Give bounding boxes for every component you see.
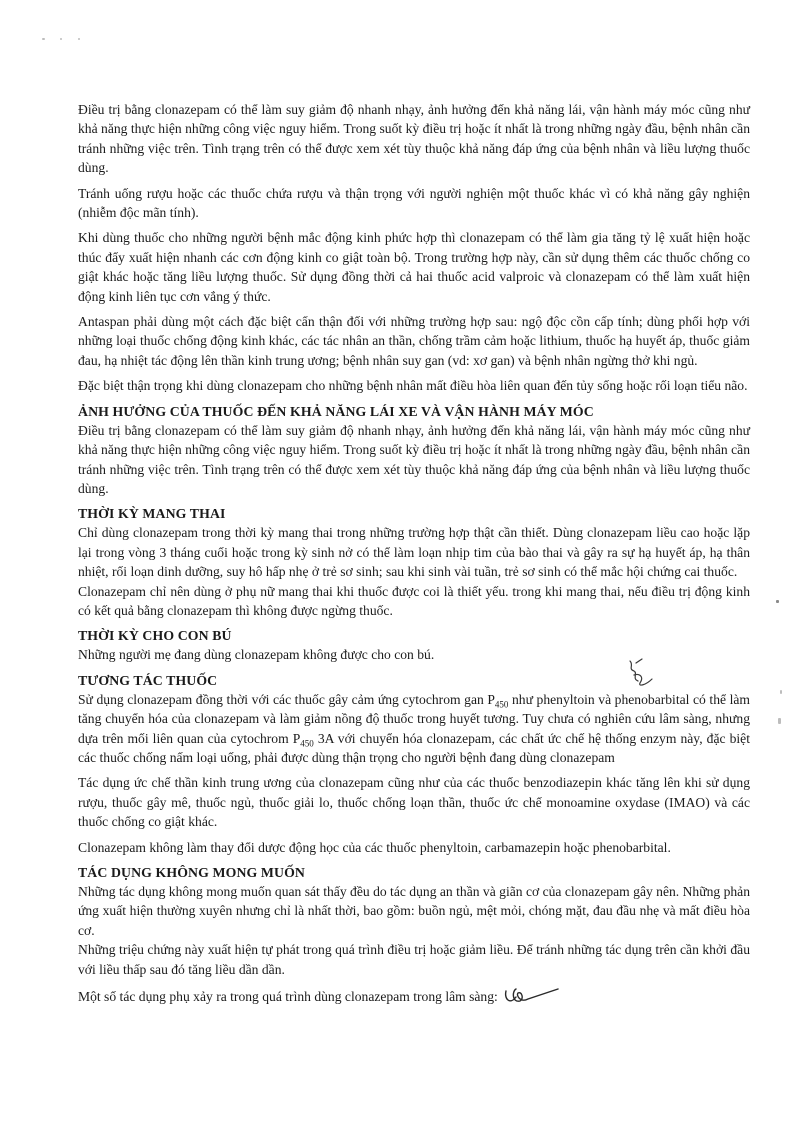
paragraph: Clonazepam không làm thay đổi dược động học của các thuốc phenyltoin, carbamazepin hoặc phenobarbital. [78,839,671,855]
section-heading-pregnancy: THỜI KỲ MANG THAI [78,506,226,522]
subscript: 450 [300,738,314,749]
paragraph: Những tác dụng không mong muốn quan sát thấy đều do tác dụng an thần và giãn cơ của clonazepam gây nên. Những phản ứng xuất hiện thường xuyên nhưng chỉ là nhất thời, bao gồm: buồn ngủ, mệt mỏi, chóng mặt, đau đầu nhẹ và mất điều hòa cơ. [78,884,750,938]
paragraph [78,690,750,768]
paragraph [78,985,750,1007]
scan-speck [780,690,782,694]
paragraph: Khi dùng thuốc cho những người bệnh mắc động kinh phức hợp thì clonazepam có thể làm gia tăng tỷ lệ xuất hiện hoặc thúc đẩy xuất hiện nhanh các cơn động kinh co giật toàn bộ. Trong trường hợp này, cần sử dụng thêm các thuốc chống co giật khác hoặc tăng liều lượng thuốc. Sử dụng đồng thời cả hai thuốc acid valproic và clonazepam có thể làm xuất hiện động kinh liên tục cơn vắng ý thức. [78,230,750,304]
scan-speck [42,38,45,40]
text-run: Sử dụng clonazepam đồng thời với các thuốc gây cảm ứng cytochrom gan P [78,691,495,707]
document-page [78,100,750,1013]
text-run: 3A với chuyển hóa clonazepam, các chất ức chế hệ thống enzym này, đặc biệt các thuốc chống nấm loại uống, phải được dùng thận trọng cho người bệnh đang dùng clonazepam [78,730,750,765]
section-heading-interactions: TƯƠNG TÁC THUỐC [78,672,218,688]
paragraph: Điều trị bằng clonazepam có thể làm suy giảm độ nhanh nhạy, ảnh hưởng đến khả năng lái, vận hành máy móc cũng như khả năng thực hiện những công việc nguy hiểm. Trong suốt kỳ điều trị hoặc ít nhất là trong những ngày đầu, bệnh nhân cần tránh những việc trên. Tình trạng trên có thể được xem xét tùy thuộc khả năng đáp ứng của bệnh nhân và liều lượng thuốc dùng. [78,422,750,496]
paragraph: Clonazepam chỉ nên dùng ở phụ nữ mang thai khi thuốc được coi là thiết yếu. trong khi mang thai, nếu điều trị động kinh có kết quả bằng clonazepam thì không được ngừng thuốc. [78,583,750,618]
paragraph: Tác dụng ức chế thần kinh trung ương của clonazepam cũng như của các thuốc benzodiazepin khác tăng lên khi sử dụng rượu, thuốc gây mê, thuốc ngủ, thuốc giải lo, thuốc chống loạn thần, thuốc ức chế monoamine oxydase (IMAO) và các thuốc chống co giật khác. [78,775,750,830]
scan-speck [776,600,779,603]
paragraph: Những người mẹ đang dùng clonazepam không được cho con bú. [78,647,435,663]
paragraph: Những triệu chứng này xuất hiện tự phát trong quá trình điều trị hoặc giảm liều. Để tránh những tác dụng trên cần khởi đầu với liều thấp sau đó tăng liều dần dần. [78,942,750,977]
scan-speck [778,718,781,724]
scan-speck [78,38,80,40]
section-heading-breastfeeding: THỜI KỲ CHO CON BÚ [78,628,232,644]
section-heading-adverse-effects: TÁC DỤNG KHÔNG MONG MUỐN [78,865,305,880]
section-heading-driving: ẢNH HƯỞNG CỦA THUỐC ĐẾN KHẢ NĂNG LÁI XE VÀ VẬN HÀNH MÁY MÓC [78,403,594,419]
paragraph: Đặc biệt thận trọng khi dùng clonazepam cho những bệnh nhân mất điều hòa liên quan đến tủy sống hoặc rối loạn tiểu não. [78,378,748,394]
handwritten-signature-mark [620,655,660,695]
paragraph: Tránh uống rượu hoặc các thuốc chứa rượu và thận trọng với người nghiện một thuốc khác vì có khả năng gây nghiện (nhiễm độc mãn tính). [78,185,750,221]
subscript: 450 [494,699,509,710]
paragraph: Điều trị bằng clonazepam có thể làm suy giảm độ nhanh nhạy, ảnh hưởng đến khả năng lái, vận hành máy móc cũng như khả năng thực hiện những công việc nguy hiểm. Trong suốt kỳ điều trị hoặc ít nhất là trong những ngày đầu, bệnh nhân cần tránh những việc trên. Tình trạng trên có thể được xem xét tùy thuộc khả năng đáp ứng của bệnh nhân và liều lượng thuốc dùng. [78,102,750,176]
paragraph: Chỉ dùng clonazepam trong thời kỳ mang thai trong những trường hợp thật cần thiết. Dùng clonazepam liều cao hoặc lặp lại trong vòng 3 tháng cuối hoặc trong kỳ sinh nở có thể làm loạn nhịp tim của bào thai và gây ra sự hạ huyết áp, hạ thân nhiệt, rối loạn dinh dưỡng, suy hô hấp nhẹ ở trẻ sơ sinh; sau khi sinh vài tuần, trẻ sơ sinh có thể mắc hội chứng cai thuốc. [78,525,750,580]
text-run: như phenyltoin và phenobarbital có thể làm tăng chuyển hóa của clonazepam và làm giảm nồng độ thuốc trong huyết tương. Tuy chưa có nghiên cứu lâm sàng, nhưng dựa trên mối liên quan của cytochrom P [78,691,750,746]
text-run: Một số tác dụng phụ xảy ra trong quá trình dùng clonazepam trong lâm sàng: [78,989,498,1005]
handwritten-initial-mark [502,985,562,1007]
paragraph: Antaspan phải dùng một cách đặc biệt cẩn thận đối với những trường hợp sau: ngộ độc cồn cấp tính; dùng phối hợp với những loại thuốc chống động kinh khác, các tác nhân an thần, chống trầm cảm hoặc lithium, thuốc hạ huyết áp, thuốc giảm đau, hạ nhiệt tác động lên thần kinh trung ương; bệnh nhân suy gan (vd: xơ gan) và bệnh nhân ngừng thở khi ngủ. [78,314,750,368]
scan-speck [60,38,62,40]
